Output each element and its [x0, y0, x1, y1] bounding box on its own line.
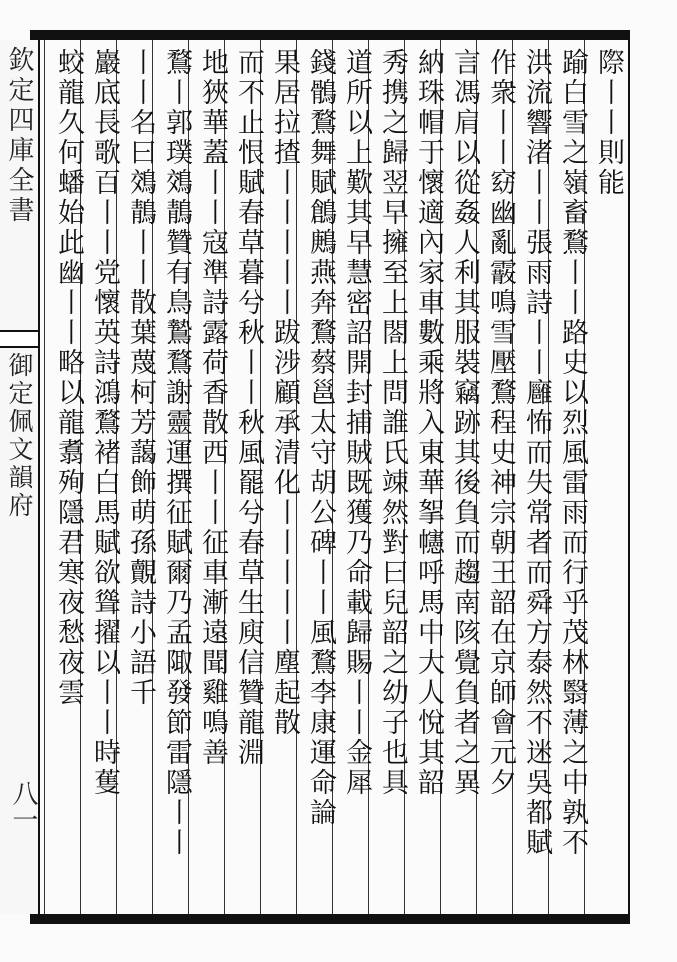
column-text: 而不止恨賦春草暮兮秋丨丨秋風罷兮春草生庾信贊龍淵 — [233, 48, 264, 768]
text-column — [44, 40, 88, 914]
column-text: 鶩丨郭璞鵁鶄贊有鳥鷙鶩謝靈運撰征賦爾乃孟陬發節雷隱丨丨 — [161, 48, 192, 858]
column-text: 作衆丨丨窈幽亂霰鳴雪壓鶩程史神宗朝王韶在京師會元夕 — [485, 48, 516, 798]
main-text-block — [40, 40, 628, 914]
column-text: 際丨丨則能 — [593, 48, 624, 198]
column-text: 錢鶻鶩舞賦鶬鶊燕奔鶩蔡邕太守胡公碑丨丨風鶩李康運命論 — [305, 48, 336, 828]
frame-border-top — [30, 30, 630, 40]
column-text: 言馮肩以從姦人利其服裝竊跡其後負而趨南陔覺負者之異 — [449, 48, 480, 798]
book-title: 欽定四庫全書 — [4, 46, 34, 226]
column-text: 蛟龍久何蟠始此幽丨丨略以龍翥殉隱君寒夜愁夜雲 — [53, 48, 84, 708]
column-text: 洪流響渚丨丨張雨詩丨丨廱怖而失常者而舜方泰然不迷吳都賦 — [521, 48, 552, 858]
column-text: 道所以上歎其早慧密詔開封捕賊既獲乃命載歸賜丨丨金犀 — [341, 48, 372, 798]
book-subtitle: 御定佩文韻府 — [5, 352, 34, 520]
column-text: 丨丨名曰鵁鶄丨丨散葉蔑柯芳藹飾萌孫覿詩小語千 — [125, 48, 156, 708]
column-text: 納珠帽于懷適內家車數乘將入東華挐幰呼馬中大人悅其韶 — [413, 48, 444, 798]
frame-border-bottom — [30, 914, 630, 924]
book-title-gutter — [0, 40, 40, 914]
frame-line-right — [628, 40, 630, 914]
column-text: 踰白雪之嶺畜鶩丨丨路史以烈風雷雨而行乎茂林翳薄之中孰不 — [557, 48, 588, 858]
gutter-divider — [0, 330, 38, 348]
column-text: 巖底長歌百丨丨党懷英詩鴻鶩褚白馬賦欲聳擢以丨丨時蒦 — [89, 48, 120, 798]
page-number: 八一 — [8, 780, 38, 832]
column-text: 秀携之歸翌早擁至上閤上問誰氏竦然對曰兒韶之幼子也具 — [377, 48, 408, 798]
column-text: 果居拉揸丨丨丨丨丨跋涉顧承清化丨丨丨丨丨塵起散 — [269, 48, 300, 738]
column-text: 地狹華蓋丨丨寇準詩露荷香散西丨丨征車漸遠聞雞鳴善 — [197, 48, 228, 768]
